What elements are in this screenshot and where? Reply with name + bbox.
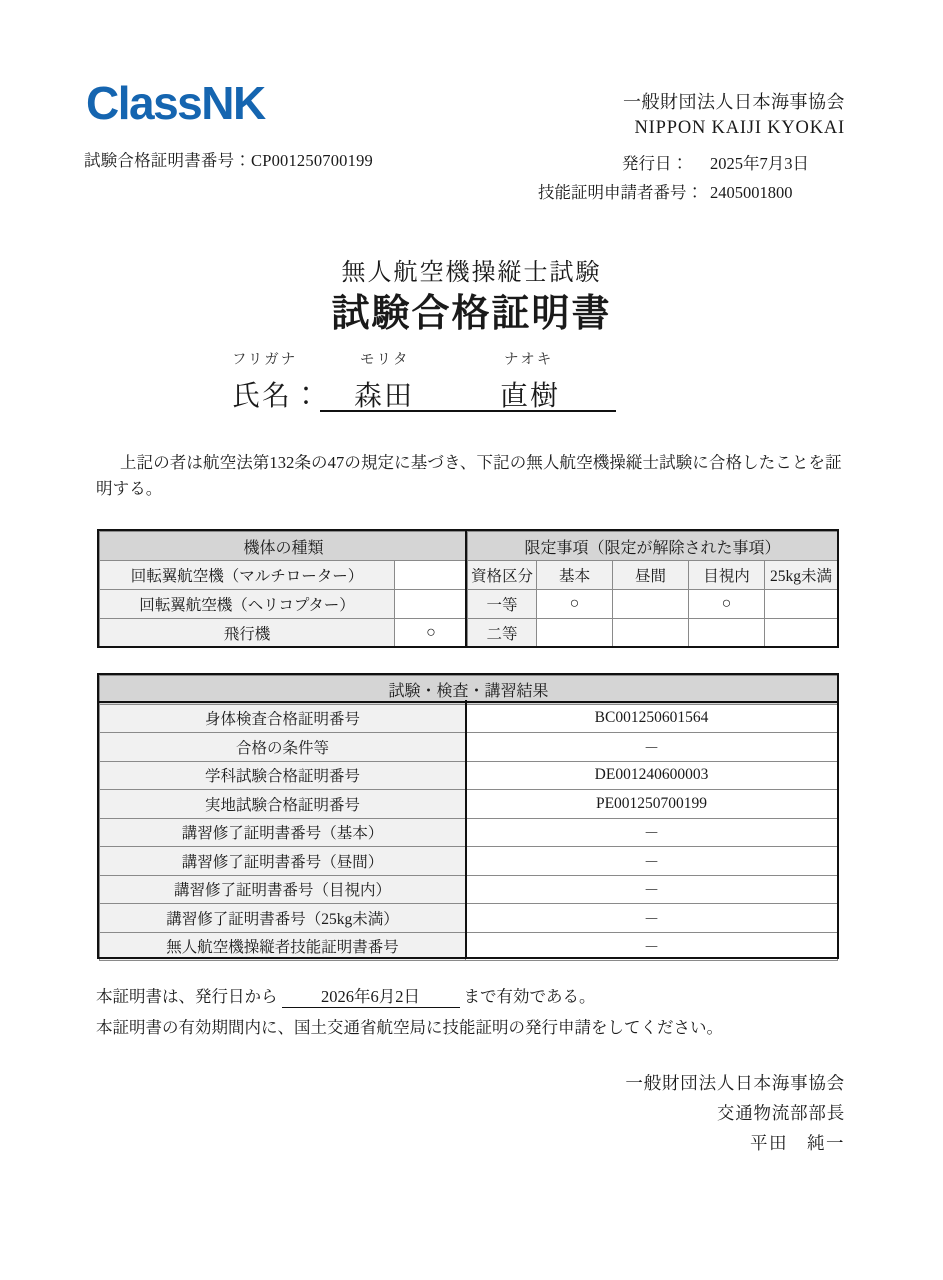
application-notice: 本証明書の有効期間内に、国土交通省航空局に技能証明の発行申請をしてください。 xyxy=(96,1018,723,1037)
table-row xyxy=(100,875,838,904)
mark-first-class-kihon[interactable]: ○ xyxy=(537,590,613,619)
table-row xyxy=(100,761,838,790)
value-course-mokushinai: － xyxy=(466,875,838,904)
value-pass-conditions: － xyxy=(466,733,838,762)
value-skill-cert: － xyxy=(466,932,838,961)
label-medical-cert: 身体検査合格証明番号 xyxy=(100,704,466,733)
limitation-col-25kg: 25kg未満 xyxy=(765,561,838,590)
aircraft-type-airplane: 飛行機 xyxy=(100,619,395,648)
mark-second-class-kihon[interactable] xyxy=(537,619,613,648)
results-table-divider xyxy=(465,700,467,957)
label-practical-exam: 実地試験合格証明番号 xyxy=(100,790,466,819)
validity-statement xyxy=(96,983,596,1008)
value-medical-cert: BC001250601564 xyxy=(466,704,838,733)
furigana-row xyxy=(232,348,632,370)
qualification-first-class: 一等 xyxy=(468,590,537,619)
aircraft-type-helicopter: 回転翼航空機（ヘリコプター） xyxy=(100,590,395,619)
furigana-surname: モリタ xyxy=(360,352,410,368)
subtitle: 無人航空機操縦士試験 xyxy=(341,260,602,286)
expiry-date: 2026年6月2日 xyxy=(282,983,460,1008)
table-row xyxy=(100,932,838,961)
signature-organization: 一般財団法人日本海事協会 xyxy=(625,1073,845,1093)
furigana-givenname: ナオキ xyxy=(504,352,554,368)
label-pass-conditions: 合格の条件等 xyxy=(100,733,466,762)
organization-name-jp: 一般財団法人日本海事協会 xyxy=(623,92,845,112)
name-label: 氏名： xyxy=(232,381,323,412)
label-course-25kg: 講習修了証明書番号（25kg未満） xyxy=(100,904,466,933)
page-title: 試験合格証明書 xyxy=(331,293,612,335)
table-row xyxy=(100,619,838,648)
issue-date-value: 2025年7月3日 xyxy=(710,154,809,173)
value-course-25kg: － xyxy=(466,904,838,933)
applicant-number-row xyxy=(538,179,845,203)
table-row xyxy=(100,818,838,847)
results-header-divider xyxy=(97,701,839,703)
aircraft-limitation-table xyxy=(99,531,838,648)
applicant-number-label: 技能証明申請者番号： xyxy=(538,183,703,202)
givenname-value: 直樹 xyxy=(500,381,561,412)
mark-first-class-chukan[interactable] xyxy=(613,590,689,619)
mark-second-class-chukan[interactable] xyxy=(613,619,689,648)
aircraft-type-multirotor: 回転翼航空機（マルチローター） xyxy=(100,561,395,590)
certificate-number xyxy=(84,147,373,171)
table-header-row xyxy=(100,676,838,705)
name-row xyxy=(232,374,632,420)
qualification-second-class: 二等 xyxy=(468,619,537,648)
limitation-col-chukan: 昼間 xyxy=(613,561,689,590)
label-course-kihon: 講習修了証明書番号（基本） xyxy=(100,818,466,847)
limitation-col-mokushinai: 目視内 xyxy=(689,561,765,590)
aircraft-type-header: 機体の種類 xyxy=(100,532,468,561)
table-row xyxy=(100,904,838,933)
surname-value: 森田 xyxy=(354,381,415,412)
exam-results-table xyxy=(99,675,838,961)
label-course-mokushinai: 講習修了証明書番号（目視内） xyxy=(100,875,466,904)
classnk-logo: ClassNK xyxy=(86,77,265,129)
signature-department: 交通物流部部長 xyxy=(716,1103,845,1123)
furigana-label: フリガナ xyxy=(232,352,298,368)
table-row xyxy=(100,733,838,762)
validity-suffix: まで有効である。 xyxy=(463,987,596,1006)
organization-name-en: NIPPON KAIJI KYOKAI xyxy=(634,118,845,138)
results-header: 試験・検査・講習結果 xyxy=(100,676,838,705)
certification-statement: 上記の者は航空法第132条の47の規定に基づき、下記の無人航空機操縦士試験に合格したことを証明する。 xyxy=(96,453,842,498)
qualification-header: 資格区分 xyxy=(468,561,537,590)
label-course-chukan: 講習修了証明書番号（昼間） xyxy=(100,847,466,876)
issue-date-row xyxy=(538,150,845,174)
certificate-number-label: 試験合格証明書番号： xyxy=(84,151,251,170)
aircraft-mark-airplane[interactable]: ○ xyxy=(395,619,468,648)
limitation-header: 限定事項（限定が解除された事項） xyxy=(468,532,838,561)
value-course-kihon: － xyxy=(466,818,838,847)
mark-second-class-25kg[interactable] xyxy=(765,619,838,648)
table-header-row xyxy=(100,532,838,561)
name-underline xyxy=(320,410,616,412)
table-row xyxy=(100,590,838,619)
limitation-col-kihon: 基本 xyxy=(537,561,613,590)
table-row xyxy=(100,561,838,590)
table-row xyxy=(100,790,838,819)
mark-first-class-mokushinai[interactable]: ○ xyxy=(689,590,765,619)
validity-prefix: 本証明書は、発行日から xyxy=(96,987,278,1006)
applicant-number-value: 2405001800 xyxy=(710,183,793,202)
aircraft-mark-helicopter[interactable] xyxy=(395,590,468,619)
table-row xyxy=(100,704,838,733)
aircraft-table-center-divider xyxy=(465,529,467,648)
value-practical-exam: PE001250700199 xyxy=(466,790,838,819)
aircraft-mark-multirotor[interactable] xyxy=(395,561,468,590)
issue-date-label: 発行日： xyxy=(622,154,688,173)
certificate-number-value: CP001250700199 xyxy=(251,151,373,170)
mark-second-class-mokushinai[interactable] xyxy=(689,619,765,648)
signature-person: 平田 純一 xyxy=(750,1133,845,1153)
label-skill-cert: 無人航空機操縦者技能証明書番号 xyxy=(100,932,466,961)
label-written-exam: 学科試験合格証明番号 xyxy=(100,761,466,790)
mark-first-class-25kg[interactable] xyxy=(765,590,838,619)
table-row xyxy=(100,847,838,876)
value-course-chukan: － xyxy=(466,847,838,876)
value-written-exam: DE001240600003 xyxy=(466,761,838,790)
